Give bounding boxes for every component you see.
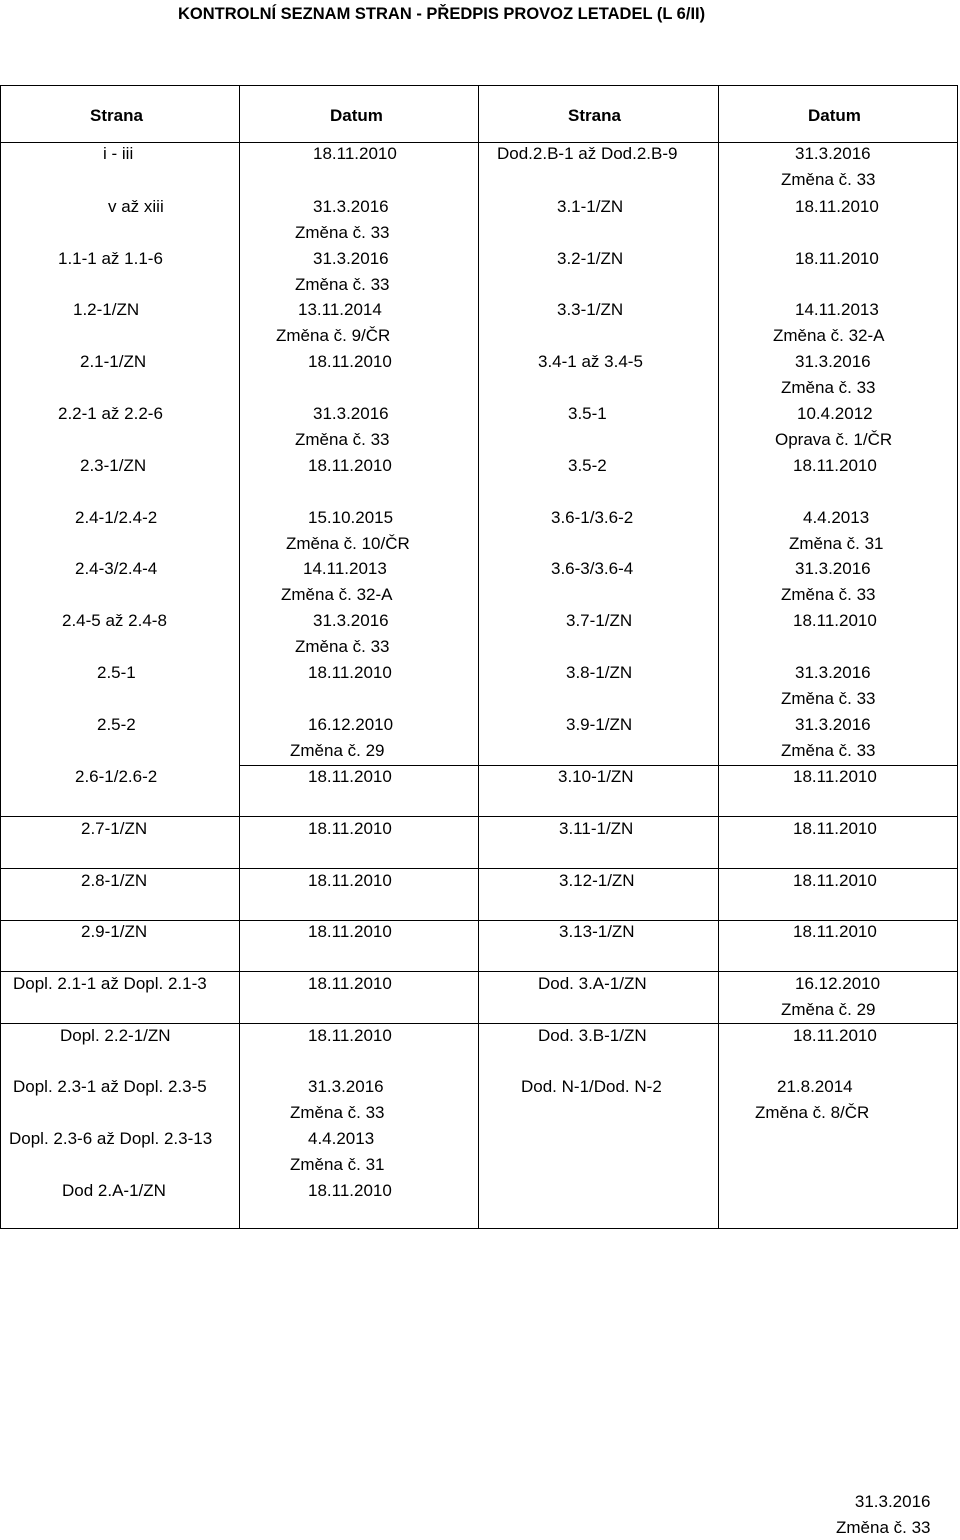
table-cell (298, 297, 390, 348)
table-cell (73, 297, 139, 323)
table-cell (557, 246, 623, 272)
table-cell (538, 1023, 647, 1049)
table-cell (13, 1074, 207, 1100)
table-cell (313, 141, 397, 167)
table-cell (9, 1126, 212, 1152)
table-cell (81, 816, 147, 842)
table-cell (303, 556, 393, 607)
cell-text: 18.11.2010 (308, 453, 392, 479)
cell-text: 3.10-1/ZN (558, 764, 634, 790)
cell-text: 18.11.2010 (308, 816, 392, 842)
table-cell (559, 919, 635, 945)
cell-text: 31.3.2016 (795, 712, 876, 738)
table-cell (557, 194, 623, 220)
cell-text: 18.11.2010 (793, 1023, 877, 1049)
table-cell (308, 349, 392, 375)
cell-text: 3.13-1/ZN (559, 919, 635, 945)
cell-text: Dod.2.B-1 až Dod.2.B-9 (497, 141, 677, 167)
cell-text: 16.12.2010 (795, 971, 880, 997)
page-footer (836, 1489, 931, 1540)
cell-text: 31.3.2016 (313, 246, 390, 272)
cell-text: 2.5-2 (97, 712, 136, 738)
cell-text: 4.4.2013 (803, 505, 884, 531)
cell-text: 2.4-3/2.4-4 (75, 556, 157, 582)
cell-text: 18.11.2010 (793, 764, 877, 790)
table-cell (558, 764, 634, 790)
cell-text: 2.6-1/2.6-2 (75, 764, 157, 790)
cell-text: 2.4-5 až 2.4-8 (62, 608, 167, 634)
table-cell (795, 297, 885, 348)
footer-change: Změna č. 33 (836, 1515, 931, 1540)
cell-subtext: Změna č. 33 (781, 375, 876, 401)
cell-text: 18.11.2010 (795, 246, 879, 272)
footer-date: 31.3.2016 (836, 1489, 931, 1515)
table-cell (60, 1023, 171, 1049)
table-cell (62, 608, 167, 634)
cell-subtext: Změna č. 33 (295, 634, 390, 660)
cell-text: 31.3.2016 (313, 194, 390, 220)
table-cell (803, 505, 884, 556)
cell-text: Dopl. 2.2-1/ZN (60, 1023, 171, 1049)
cell-text: 18.11.2010 (793, 919, 877, 945)
cell-text: Dopl. 2.3-1 až Dopl. 2.3-5 (13, 1074, 207, 1100)
table-cell (538, 349, 643, 375)
cell-subtext: Změna č. 33 (781, 686, 876, 712)
table-cell (75, 556, 157, 582)
cell-subtext: Změna č. 32-A (773, 323, 885, 349)
table-cell (313, 608, 390, 659)
cell-subtext: Změna č. 33 (295, 220, 390, 246)
cell-subtext: Změna č. 9/ČR (276, 323, 390, 349)
cell-text: 14.11.2013 (303, 556, 393, 582)
cell-text: 2.7-1/ZN (81, 816, 147, 842)
cell-text: v až xiii (108, 194, 164, 220)
table-cell (308, 816, 392, 842)
table-cell (62, 1178, 166, 1204)
table-cell (795, 246, 879, 272)
cell-subtext: Změna č. 32-A (281, 582, 393, 608)
table-cell (75, 764, 157, 790)
cell-text: 18.11.2010 (795, 194, 879, 220)
cell-text: 1.1-1 až 1.1-6 (58, 246, 163, 272)
cell-text: 18.11.2010 (308, 660, 392, 686)
cell-subtext: Změna č. 33 (290, 1100, 385, 1126)
table-cell (793, 816, 877, 842)
cell-text: 10.4.2012 (797, 401, 892, 427)
cell-text: 3.5-1 (568, 401, 607, 427)
table-cell (538, 971, 647, 997)
cell-text: 18.11.2010 (793, 868, 877, 894)
cell-text: 1.2-1/ZN (73, 297, 139, 323)
cell-text: 18.11.2010 (308, 1023, 392, 1049)
cell-text: 3.11-1/ZN (559, 816, 633, 842)
cell-subtext: Změna č. 33 (295, 427, 390, 453)
header-strana-1: Strana (90, 106, 143, 126)
table-cell (308, 764, 392, 790)
table-cell (308, 971, 392, 997)
table-cell (313, 194, 390, 245)
cell-text: 31.3.2016 (795, 660, 876, 686)
cell-text: 3.2-1/ZN (557, 246, 623, 272)
cell-text: 18.11.2010 (308, 868, 392, 894)
table-cell (566, 712, 632, 738)
table-cell (559, 816, 633, 842)
cell-text: Dod. N-1/Dod. N-2 (521, 1074, 662, 1100)
cell-text: 3.4-1 až 3.4-5 (538, 349, 643, 375)
table-cell (793, 453, 877, 479)
cell-text: 2.2-1 až 2.2-6 (58, 401, 163, 427)
table-cell (308, 1178, 392, 1204)
table-cell (793, 764, 877, 790)
cell-text: 14.11.2013 (795, 297, 885, 323)
table-cell (58, 246, 163, 272)
cell-text: 3.1-1/ZN (557, 194, 623, 220)
table-cell (97, 660, 136, 686)
cell-text: 2.5-1 (97, 660, 136, 686)
table-cell (308, 1074, 385, 1125)
cell-subtext: Změna č. 31 (789, 531, 884, 557)
table-cell (308, 1126, 385, 1177)
table-cell (797, 401, 892, 452)
cell-text: 31.3.2016 (795, 556, 876, 582)
table-cell (795, 712, 876, 763)
table-cell (108, 194, 164, 220)
cell-subtext: Změna č. 31 (290, 1152, 385, 1178)
table-cell (97, 712, 136, 738)
table-cell (308, 1023, 392, 1049)
table-cell (308, 505, 410, 556)
table-cell (13, 971, 207, 997)
cell-text: 2.3-1/ZN (80, 453, 146, 479)
table-cell (568, 401, 607, 427)
cell-text: i - iii (103, 141, 133, 167)
cell-text: 13.11.2014 (298, 297, 390, 323)
cell-text: 3.8-1/ZN (566, 660, 632, 686)
cell-subtext: Změna č. 29 (290, 738, 393, 764)
cell-text: 2.9-1/ZN (81, 919, 147, 945)
cell-text: Dopl. 2.1-1 až Dopl. 2.1-3 (13, 971, 207, 997)
table-cell (795, 349, 876, 400)
table-cell (795, 194, 879, 220)
cell-text: 18.11.2010 (313, 141, 397, 167)
cell-text: 16.12.2010 (308, 712, 393, 738)
table-cell (795, 660, 876, 711)
cell-text: 3.6-3/3.6-4 (551, 556, 633, 582)
cell-text: 3.7-1/ZN (566, 608, 632, 634)
cell-subtext: Změna č. 33 (295, 272, 390, 298)
cell-text: Dopl. 2.3-6 až Dopl. 2.3-13 (9, 1126, 212, 1152)
cell-text: 3.6-1/3.6-2 (551, 505, 633, 531)
table-cell (308, 919, 392, 945)
cell-text: 3.9-1/ZN (566, 712, 632, 738)
table-cell (795, 141, 876, 192)
table-cell (58, 401, 163, 427)
table-cell (80, 453, 146, 479)
table-cell (793, 1023, 877, 1049)
cell-text: 15.10.2015 (308, 505, 410, 531)
header-datum-2: Datum (808, 106, 861, 126)
cell-text: 31.3.2016 (308, 1074, 385, 1100)
table-cell (308, 712, 393, 763)
cell-subtext: Změna č. 29 (781, 997, 880, 1023)
header-datum-1: Datum (330, 106, 383, 126)
cell-text: 18.11.2010 (308, 764, 392, 790)
cell-text: 3.5-2 (568, 453, 607, 479)
header-strana-2: Strana (568, 106, 621, 126)
cell-text: 31.3.2016 (313, 401, 390, 427)
table-cell (793, 919, 877, 945)
table-cell (81, 868, 147, 894)
table-cell (559, 868, 635, 894)
table-cell (568, 453, 607, 479)
table-cell (793, 868, 877, 894)
cell-subtext: Změna č. 33 (781, 738, 876, 764)
cell-text: 18.11.2010 (308, 971, 392, 997)
table-cell (793, 608, 877, 634)
table-cell (313, 246, 390, 297)
page-title: KONTROLNÍ SEZNAM STRAN - PŘEDPIS PROVOZ LETADEL (L 6/II) (178, 5, 705, 24)
cell-text: 2.8-1/ZN (81, 868, 147, 894)
table-cell (777, 1074, 869, 1125)
table-cell (313, 401, 390, 452)
table-cell (551, 556, 633, 582)
cell-text: 3.3-1/ZN (557, 297, 623, 323)
table-cell (551, 505, 633, 531)
table-cell (497, 141, 677, 167)
cell-text: 18.11.2010 (308, 1178, 392, 1204)
table-cell (795, 556, 876, 607)
table-cell (308, 453, 392, 479)
cell-text: 2.1-1/ZN (80, 349, 146, 375)
cell-text: 4.4.2013 (308, 1126, 385, 1152)
table-cell (566, 608, 632, 634)
cell-text: 31.3.2016 (795, 141, 876, 167)
cell-subtext: Změna č. 10/ČR (286, 531, 410, 557)
cell-text: 31.3.2016 (313, 608, 390, 634)
table-cell (308, 660, 392, 686)
cell-text: 18.11.2010 (308, 919, 392, 945)
table-cell (81, 919, 147, 945)
cell-subtext: Změna č. 33 (781, 582, 876, 608)
cell-text: Dod. 3.B-1/ZN (538, 1023, 647, 1049)
table-cell (795, 971, 880, 1022)
cell-subtext: Změna č. 33 (781, 167, 876, 193)
cell-subtext: Oprava č. 1/ČR (775, 427, 892, 453)
cell-text: Dod 2.A-1/ZN (62, 1178, 166, 1204)
table-cell (557, 297, 623, 323)
cell-text: 18.11.2010 (793, 816, 877, 842)
cell-text: 18.11.2010 (793, 453, 877, 479)
table-cell (566, 660, 632, 686)
cell-text: 21.8.2014 (777, 1074, 869, 1100)
cell-subtext: Změna č. 8/ČR (755, 1100, 869, 1126)
cell-text: 18.11.2010 (793, 608, 877, 634)
table-cell (80, 349, 146, 375)
cell-text: 31.3.2016 (795, 349, 876, 375)
cell-text: 2.4-1/2.4-2 (75, 505, 157, 531)
table-cell (103, 141, 133, 167)
cell-text: 18.11.2010 (308, 349, 392, 375)
table-cell (308, 868, 392, 894)
table-cell (75, 505, 157, 531)
cell-text: 3.12-1/ZN (559, 868, 635, 894)
table-cell (521, 1074, 662, 1100)
cell-text: Dod. 3.A-1/ZN (538, 971, 647, 997)
